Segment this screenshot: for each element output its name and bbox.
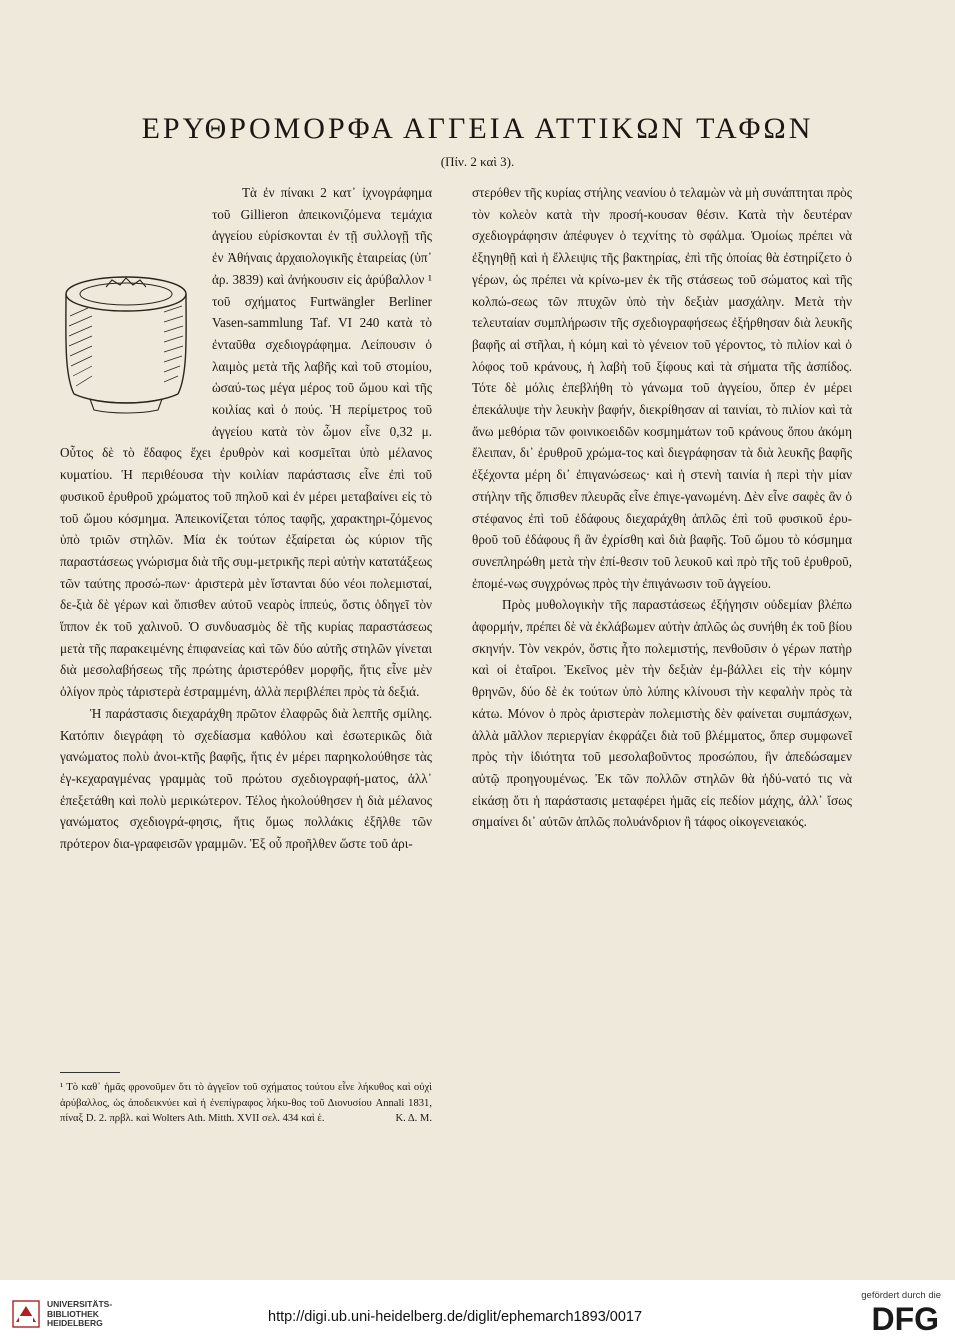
left-paragraph-1: Τὰ ἐν πίνακι 2 κατ᾿ ἰχνογράφημα τοῦ Gillieron ἀπεικονιζόμενα τεμάχια ἀγγείου εὑρίσκονται ἐν τῇ συλλογῇ τῆς ἐν Ἀθήναις ἀρχαιολογικῆς ἑταιρείας (ὑπ᾿ ἀρ. 3839) καὶ ἀνήκουσιν εἰς ἀρύβαλλον ¹ τοῦ σχήματος Furtwängler Berliner Vasen-sammlung Taf. VI 240 κατὰ τὸ ἐνταῦθα σχεδιογράφημα. Λείπουσιν ὁ λαιμὸς μετὰ τῆς λαβῆς καὶ τοῦ στομίου, ὡσαύ-τως μέγα μέρος τοῦ ὤμου καὶ τῆς κοιλίας καὶ ὁ πούς. Ἡ περίμετρος τοῦ ἀγγείου κατὰ τὸν ὦμον εἶνε 0,32 μ. Οὗτος δὲ τὸ ἔδαφος ἔχει ἐρυθρὸν καὶ κοσμεῖται ὑπὸ μέλανος κυματίου. Ἡ περιθέουσα τὴν κοιλίαν παράστασις εἶνε ἐπὶ τοῦ φυσικοῦ ἐρυθροῦ χρώματος τοῦ πηλοῦ καὶ ἐν μέρει μεταβαίνει εἰς τὸ τοῦ ὤμου κόσμημα. Ἀπεικονίζεται τόπος ταφῆς, χαρακτηρι-ζόμενος ὑπὸ τριῶν στηλῶν. Μία ἐκ τούτων ἐξαίρεται ὡς κύριον τῆς παραστάσεως γνώρισμα διὰ τῆς συμ-μετρικῆς περὶ αὐτὴν κατατάξεως τῶν ταύτης προσώ-πων· ἀριστερὰ μὲν ἵστανται δύο νέοι πολεμισταί, δε-ξιὰ δὲ γέρων καὶ ὄπισθεν αὐτοῦ νεαρὸς ἱππεύς, ὅστις ὁδηγεῖ τὸν ἵππον ἐκ τοῦ χαλινοῦ. Ὁ συνδυασμὸς δὲ τῆς κυρίας παραστάσεως μετὰ τῆς παρακειμένης ἐπιφανείας καὶ τῶν δύο αὐτῆς στηλῶν γίνεται διὰ μεσολαβήσεως τῆς πρώτης ἀριστερόθεν μορφῆς, ἥτις εἶνε μὲν ὀλίγον πρὸς τἀριστερὰ ἐστραμμένη, ἀλλὰ περιβλέπει πρὸς τὰ δεξιά. (60, 185, 432, 700)
footer-bar (0, 1280, 955, 1336)
article-title: ΕΡΥΘΡΟΜΟΡΦΑ ΑΓΓΕΙΑ ΑΤΤΙΚΩΝ ΤΑΦΩΝ (141, 112, 814, 145)
library-name-line-2: BIBLIOTHEK (47, 1308, 99, 1319)
library-name-line-3: HEIDELBERG (47, 1318, 103, 1328)
library-name-line-1: UNIVERSITÄTS- (47, 1299, 113, 1309)
right-paragraph-1: στερόθεν τῆς κυρίας στήλης νεανίου ὁ τελαμὼν νὰ μὴ συνάπτηται πρὸς τὸν κολεὸν κατὰ τὴν προσή-κουσαν θέσιν. Κατὰ τὴν δευτέραν σχεδιογράφησιν ἀπέφυγεν ὁ τεχνίτης τὸ σφάλμα. Ὁμοίως πρέπει νὰ ἐξηγηθῇ καὶ ἡ ἔλλειψις τῆς βακτηρίας, ἐπὶ τῆς ὁποίας θὰ ἐστηρίζετο ὁ γέρων, ὡς πρέπει νὰ κρίνω-μεν ἐκ τῆς στάσεως τοῦ σώματος καὶ τῆς κολπώ-σεως τῶν πτυχῶν ὑπὸ τὴν δεξιὰν μασχάλην. Μετὰ τὴν τελευταίαν συμπλήρωσιν τῆς σχεδιογραφήσεως ἐξήρθησαν διὰ λευκῆς βαφῆς αἱ στῆλαι, ἡ κόμη καὶ τὸ γένειον τοῦ γέροντος, τὸ πιλίον καὶ ὁ λόφος τοῦ κράνους, ἡ λαβὴ τοῦ ξίφους καὶ τὰ σήματα τῆς ἀσπίδος. Τότε δὲ μόλις ἐπεβλήθη τὸ γάνωμα τοῦ ἀγγείου, ὅπερ ἐν μέρει ἐπεκάλυψε τὴν λευκὴν βαφήν, διεκρίθησαν αἱ ταινίαι, τὸ πιλίον καὶ τὰ ἄνω μεθόρια τῶν φοινικοειδῶν κοσμημάτων τοῦ κράνους ὅπου ἀκόμη ἔλειπαν, δι᾿ ἐρυθροῦ χρώμα-τος καὶ διεγράφησαν τὰ διὰ λευκῆς βαφῆς ἐξέχοντα μέρη δι᾿ ἐπιγανώσεως· καὶ ἡ στενὴ ταινία ἡ περὶ τὴν μίαν στήλην τῆς ὄπισθεν πλευρᾶς εἶνε ἐπιγε-γανωμένη. Δὲν εἶνε σαφὲς ἂν ὁ στέφανος ἐπὶ τοῦ ἐδάφους διεχαράχθη ἁπλῶς ἐπὶ τοῦ φυσικοῦ ἐρυ-θροῦ τοῦ ἐδάφους ἢ ἂν ἐχρίσθη καὶ διὰ βαφῆς. Τοῦ ὤμου τὸ κόσμημα συνεπληρώθη μετὰ τὴν ἐπί-θεσιν τοῦ λευκοῦ καὶ πρὸ τῆς τοῦ ἐρυθροῦ, ἐπομέ-νως συγχρόνως πρὸς τὴν ἐπιγάνωσιν τοῦ ἀγγείου. (472, 185, 852, 591)
lekythos-drawing-icon (60, 254, 192, 422)
university-library-name (47, 1300, 112, 1329)
left-paragraph-2: Ἡ παράστασις διεχαράχθη πρῶτον ἐλαφρῶς διὰ λεπτῆς σμίλης. Κατόπιν διεγράφη τὸ σχεδίασμα καθόλου καὶ ἐσωτερικῶς διὰ γανώματος πολὺ ἀνοι-κτῆς βαφῆς, ἥτις ἐν μέρει παρηκολούθησε τὰς ἐγ-κεχαραγμένας γραμμὰς τοῦ πρώτου σχεδιογραφή-ματος, ἀλλ᾿ ἐπεξετάθη καὶ πολὺ μερικώτερον. Τέλος ἠκολούθησεν ἡ διὰ μέλανος γανώματος σχεδιογρά-φησις, ἥτις ὅμως πολλάκις ἐξῆλθε τῶν πρότερον δια-γραφεισῶν γραμμῶν. Ἐξ οὗ προῆλθεν ὥστε τοῦ ἀρι- (60, 705, 432, 852)
right-column (472, 182, 852, 833)
plates-reference: (Πίν. 2 καὶ 3). (440, 154, 515, 169)
footnote (60, 1080, 432, 1127)
right-paragraph-2: Πρὸς μυθολογικὴν τῆς παραστάσεως ἐξήγησιν οὐδεμίαν βλέπω ἀφορμήν, πρέπει δὲ νὰ ἐκλάβωμεν αὐτὴν ἁπλῶς ὡς συνήθη ἐκ τοῦ βίου σκηνήν. Τὸν νεκρόν, ὅστις ἦτο πολεμιστής, πενθοῦσιν ὁ γέρων πατὴρ καὶ οἱ ἑταῖροι. Ἐκεῖνος μὲν τὴν δεξιὰν ἐμ-βάλλει εἰς τὴν κόμην θρηνῶν, δύο δὲ ἐκ τούτων ὑπὸ λύπης κλίνουσι τὴν κεφαλὴν πρὸς τὰ κάτω. Μόνον ὁ πρὸς ἀριστερὰν πολεμιστὴς δὲν φαίνεται συμπάσχων, ἀλλὰ μᾶλλον περιεργίαν ἐκφράζει διὰ τοῦ βλέμματος, ὅπερ συμφωνεῖ πρὸς τὴν ἰδιότητα τοῦ μεσολαβοῦντος προσώπου, ἣν ἀπεδώσαμεν αὐτῷ προηγουμένως. Ἐκ τῶν πολλῶν στηλῶν θὰ ἠδύ-νατό τις νὰ εἰκάσῃ ὅτι ἡ παράστασις μεταφέρει ἡμᾶς εἰς πεδίον μάχης, ἀλλ᾿ ἴσως σημαίνει δι᾿ αὐτῶν ἁπλῶς πολυάνδριον ἢ τάφος οἰκογενειακός. (472, 597, 852, 830)
university-library-logo-icon (12, 1300, 40, 1328)
vase-sketch-figure (60, 254, 202, 422)
funded-by-label: gefördert durch die (861, 1290, 941, 1301)
footnote-divider (60, 1072, 120, 1073)
dfg-logo-text: DFG (871, 1303, 939, 1333)
footnote-text: ¹ Τὸ καθ᾿ ἡμᾶς φρονοῦμεν ὅτι τὸ ἀγγεῖον τοῦ σχήματος τούτου εἶνε λήκυθος καὶ οὐχὶ ἀρύβαλλος, ὡς ἀποδεικνύει καὶ ἡ ἐνεπίγραφος λήκυ-θος τοῦ Διονυσίου Annali 1831, πίναξ D. 2. πρβλ. καὶ Wolters Ath. Mitth. XVII σελ. 434 καὶ ἑ. (60, 1082, 432, 1124)
left-column (60, 182, 432, 855)
source-url-link[interactable]: http://digi.ub.uni-heidelberg.de/diglit/ephemarch1893/0017 (268, 1309, 643, 1325)
dfg-logo-icon (851, 1303, 941, 1333)
author-signature: Κ. Δ. Μ. (395, 1113, 432, 1124)
